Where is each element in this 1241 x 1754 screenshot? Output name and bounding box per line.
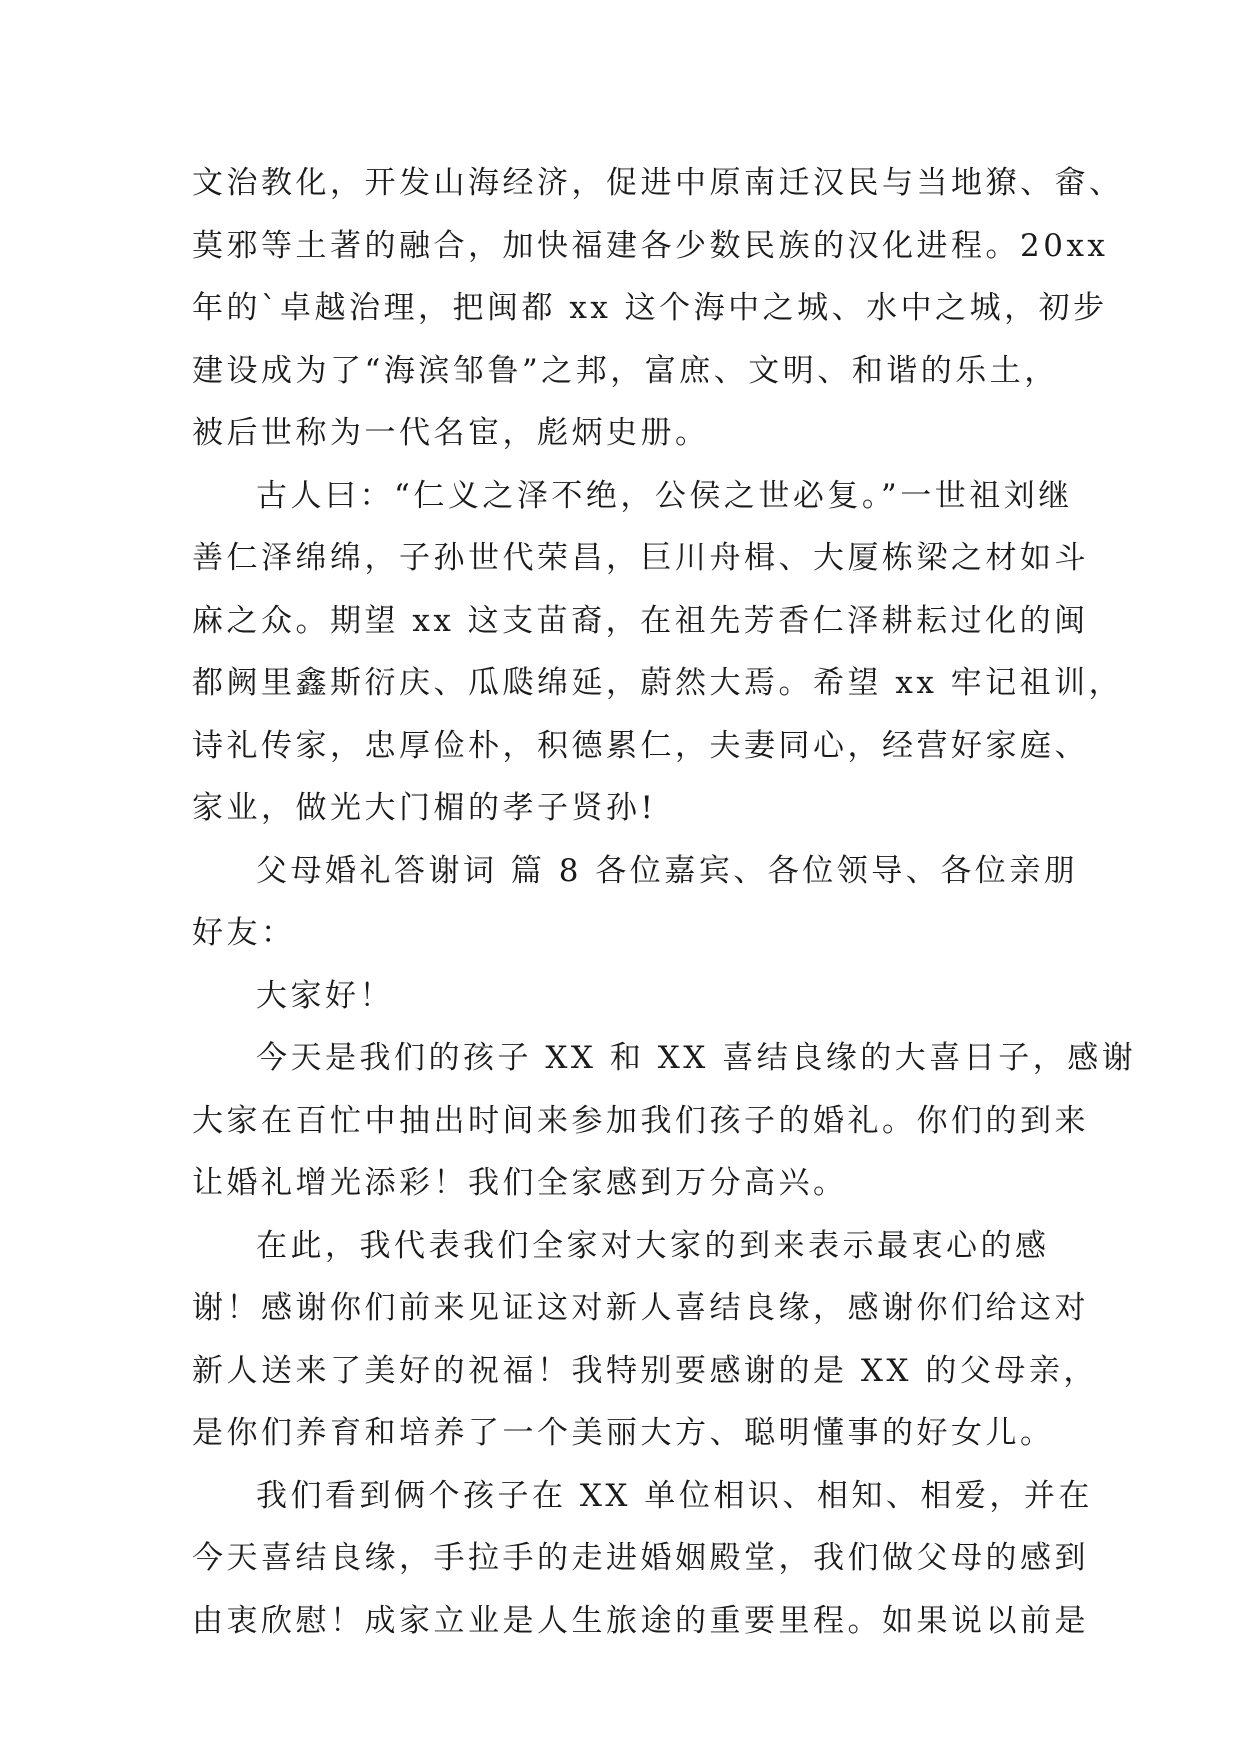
document-body [192,152,1137,1652]
paragraph-first-line: 古人曰：“仁义之泽不绝，公侯之世必复。”一世祖刘继 [256,477,1073,514]
text-line: 都阙里鑫斯衍庆、瓜瓞绵延，蔚然大焉。希望 xx 牢记祖训， [192,665,1124,701]
text-line: 年的`卓越治理，把闽都 xx 这个海中之城、水中之城，初步 [192,290,1108,326]
paragraph-first-line: 我们看到俩个孩子在 XX 单位相识、相知、相爱，并在 [256,1477,1093,1514]
text-line: 让婚礼增光添彩！我们全家感到万分高兴。 [192,1165,848,1201]
text-line: 诗礼传家，忠厚俭朴，积德累仁，夫妻同心，经营好家庭、 [192,727,1089,764]
text-line: 建设成为了“海滨邹鲁”之邦，富庶、文明、和谐的乐土， [192,352,1059,389]
text-line: 由衷欣慰！成家立业是人生旅途的重要里程。如果说以前是 [192,1602,1089,1639]
text-line: 莫邪等土著的融合，加快福建各少数民族的汉化进程。20xx [192,227,1109,264]
text-line: 新人送来了美好的祝福！我特别要感谢的是 XX 的父母亲， [192,1352,1098,1389]
greeting-line: 大家好！ [256,977,394,1014]
paragraph-first-line: 今天是我们的孩子 XX 和 XX 喜结良缘的大喜日子，感谢 [256,1040,1137,1076]
text-line: 好友： [192,915,296,951]
text-line: 文治教化，开发山海经济，促进中原南迁汉民与当地獠、畲、 [192,165,1124,201]
text-line: 善仁泽绵绵，子孙世代荣昌，巨川舟楫、大厦栋梁之材如斗 [192,540,1089,576]
text-line: 是你们养育和培养了一个美丽大方、聪明懂事的好女儿。 [192,1415,1055,1451]
text-line: 大家在百忙中抽出时间来参加我们孩子的婚礼。你们的到来 [192,1102,1089,1139]
section-heading-line: 父母婚礼答谢词 篇 8 各位嘉宾、各位领导、各位亲朋 [256,852,1079,889]
text-line: 被后世称为一代名宦，彪炳史册。 [192,415,710,451]
text-line: 今天喜结良缘，手拉手的走进婚姻殿堂，我们做父母的感到 [192,1540,1089,1576]
text-line: 家业，做光大门楣的孝子贤孙! [192,790,657,826]
paragraph-first-line: 在此，我代表我们全家对大家的到来表示最衷心的感 [256,1227,1050,1264]
text-line: 麻之众。期望 xx 这支苗裔，在祖先芳香仁泽耕耘过化的闽 [192,602,1089,639]
text-line: 谢！感谢你们前来见证这对新人喜结良缘，感谢你们给这对 [192,1290,1089,1326]
